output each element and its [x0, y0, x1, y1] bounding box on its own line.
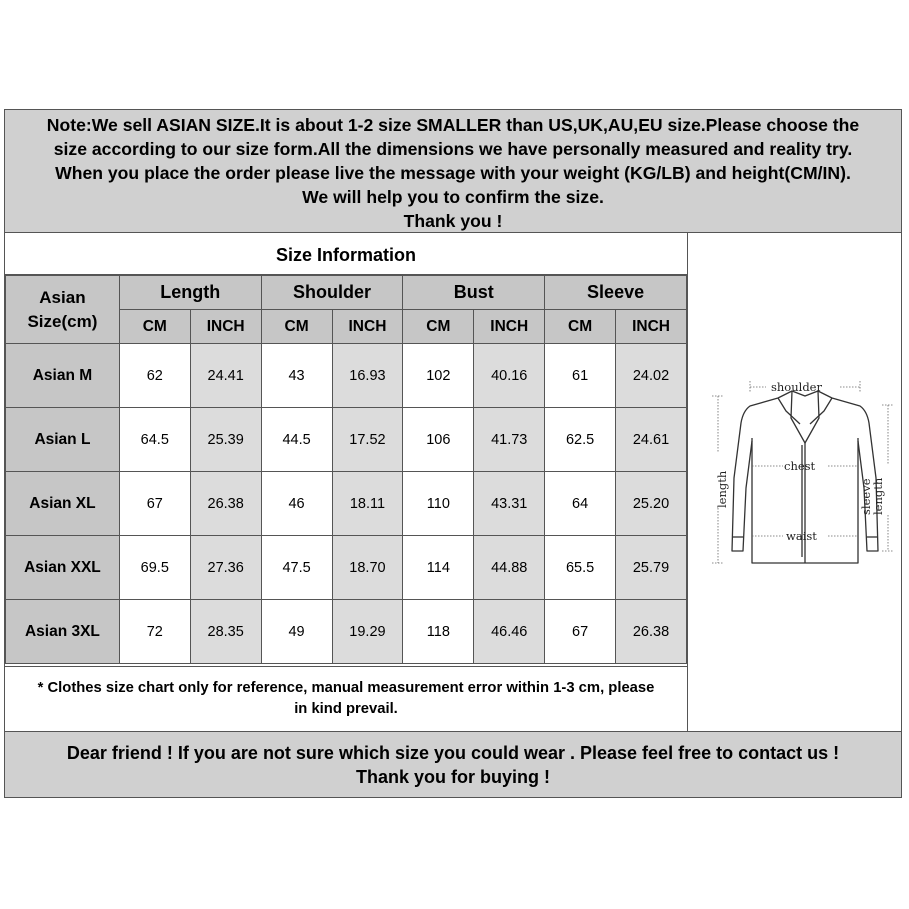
cell-length-inch: 26.38 — [190, 472, 261, 536]
cell-length-cm: 72 — [119, 600, 190, 664]
cell-shoulder-inch: 16.93 — [332, 344, 403, 408]
table-row — [6, 408, 687, 472]
cell-sleeve-inch: 25.20 — [616, 472, 687, 536]
cell-shoulder-cm: 43 — [261, 344, 332, 408]
disclaimer — [5, 666, 687, 731]
size-label: Asian 3XL — [6, 600, 120, 664]
cell-shoulder-inch: 18.70 — [332, 536, 403, 600]
unit-header-cm: CM — [403, 310, 474, 344]
cell-shoulder-inch: 19.29 — [332, 600, 403, 664]
cell-sleeve-inch: 24.61 — [616, 408, 687, 472]
size-label: Asian XXL — [6, 536, 120, 600]
cell-length-inch: 25.39 — [190, 408, 261, 472]
cell-sleeve-inch: 26.38 — [616, 600, 687, 664]
group-header-length: Length — [119, 276, 261, 310]
note-banner — [5, 110, 901, 233]
unit-header-cm: CM — [119, 310, 190, 344]
cell-bust-cm: 110 — [403, 472, 474, 536]
unit-header-inch: INCH — [332, 310, 403, 344]
note-line: Note:We sell ASIAN SIZE.It is about 1-2 size SMALLER than US,UK,AU,EU size.Please choose the — [46, 115, 860, 135]
cell-length-inch: 27.36 — [190, 536, 261, 600]
table-row — [6, 600, 687, 664]
size-table — [5, 275, 687, 664]
cell-length-inch: 24.41 — [190, 344, 261, 408]
cell-length-cm: 69.5 — [119, 536, 190, 600]
group-header-sleeve: Sleeve — [545, 276, 687, 310]
cell-shoulder-inch: 18.11 — [332, 472, 403, 536]
chest-label: chest — [784, 459, 816, 473]
cell-shoulder-cm: 47.5 — [261, 536, 332, 600]
unit-header-inch: INCH — [474, 310, 545, 344]
size-label: Asian XL — [6, 472, 120, 536]
cell-length-cm: 62 — [119, 344, 190, 408]
cell-sleeve-cm: 65.5 — [545, 536, 616, 600]
size-section — [5, 233, 901, 731]
cell-length-inch: 28.35 — [190, 600, 261, 664]
cell-bust-inch: 41.73 — [474, 408, 545, 472]
shoulder-label: shoulder — [771, 380, 822, 394]
disclaimer-line: in kind prevail. — [294, 701, 398, 717]
sleeve-length-label: length — [871, 477, 885, 515]
cell-sleeve-cm: 64 — [545, 472, 616, 536]
note-line: When you place the order please live the message with your weight (KG/LB) and height(CM/IN). — [55, 163, 851, 183]
length-label: length — [715, 470, 729, 508]
cell-bust-inch: 46.46 — [474, 600, 545, 664]
cell-sleeve-cm: 62.5 — [545, 408, 616, 472]
cell-sleeve-cm: 61 — [545, 344, 616, 408]
size-label: Asian M — [6, 344, 120, 408]
footer-banner — [5, 731, 901, 797]
row-header-line: Asian — [39, 287, 86, 307]
cell-shoulder-cm: 46 — [261, 472, 332, 536]
cell-bust-cm: 114 — [403, 536, 474, 600]
group-header-bust: Bust — [403, 276, 545, 310]
group-header-shoulder: Shoulder — [261, 276, 403, 310]
cell-shoulder-cm: 44.5 — [261, 408, 332, 472]
table-row — [6, 536, 687, 600]
footer-line: Thank you for buying ! — [356, 766, 550, 787]
table-caption: Size Information — [5, 233, 687, 275]
footer-line: Dear friend ! If you are not sure which size you could wear . Please feel free to contact us ! — [66, 742, 840, 763]
cell-shoulder-inch: 17.52 — [332, 408, 403, 472]
note-line: We will help you to confirm the size. — [302, 187, 604, 207]
cell-sleeve-cm: 67 — [545, 600, 616, 664]
table-row — [6, 344, 687, 408]
unit-header-cm: CM — [261, 310, 332, 344]
cell-bust-inch: 43.31 — [474, 472, 545, 536]
note-line: size according to our size form.All the dimensions we have personally measured and reality try. — [53, 139, 853, 159]
cell-bust-cm: 118 — [403, 600, 474, 664]
row-header — [6, 276, 120, 344]
cell-sleeve-inch: 25.79 — [616, 536, 687, 600]
cell-bust-inch: 40.16 — [474, 344, 545, 408]
shirt-diagram — [688, 233, 901, 731]
sleeve-label: sleeve — [859, 478, 873, 515]
size-table-panel — [5, 233, 688, 731]
cell-bust-cm: 102 — [403, 344, 474, 408]
cell-length-cm: 67 — [119, 472, 190, 536]
shirt-measurement-illustration — [688, 233, 901, 731]
cell-length-cm: 64.5 — [119, 408, 190, 472]
size-chart — [4, 109, 902, 798]
unit-header-cm: CM — [545, 310, 616, 344]
row-header-line: Size(cm) — [27, 311, 98, 331]
cell-sleeve-inch: 24.02 — [616, 344, 687, 408]
unit-header-inch: INCH — [190, 310, 261, 344]
waist-label: waist — [786, 529, 817, 543]
note-line: Thank you ! — [403, 211, 503, 231]
disclaimer-line: * Clothes size chart only for reference, manual measurement error within 1-3 cm, please — [37, 680, 655, 696]
table-row — [6, 472, 687, 536]
unit-header-inch: INCH — [616, 310, 687, 344]
size-label: Asian L — [6, 408, 120, 472]
cell-bust-inch: 44.88 — [474, 536, 545, 600]
cell-bust-cm: 106 — [403, 408, 474, 472]
cell-shoulder-cm: 49 — [261, 600, 332, 664]
